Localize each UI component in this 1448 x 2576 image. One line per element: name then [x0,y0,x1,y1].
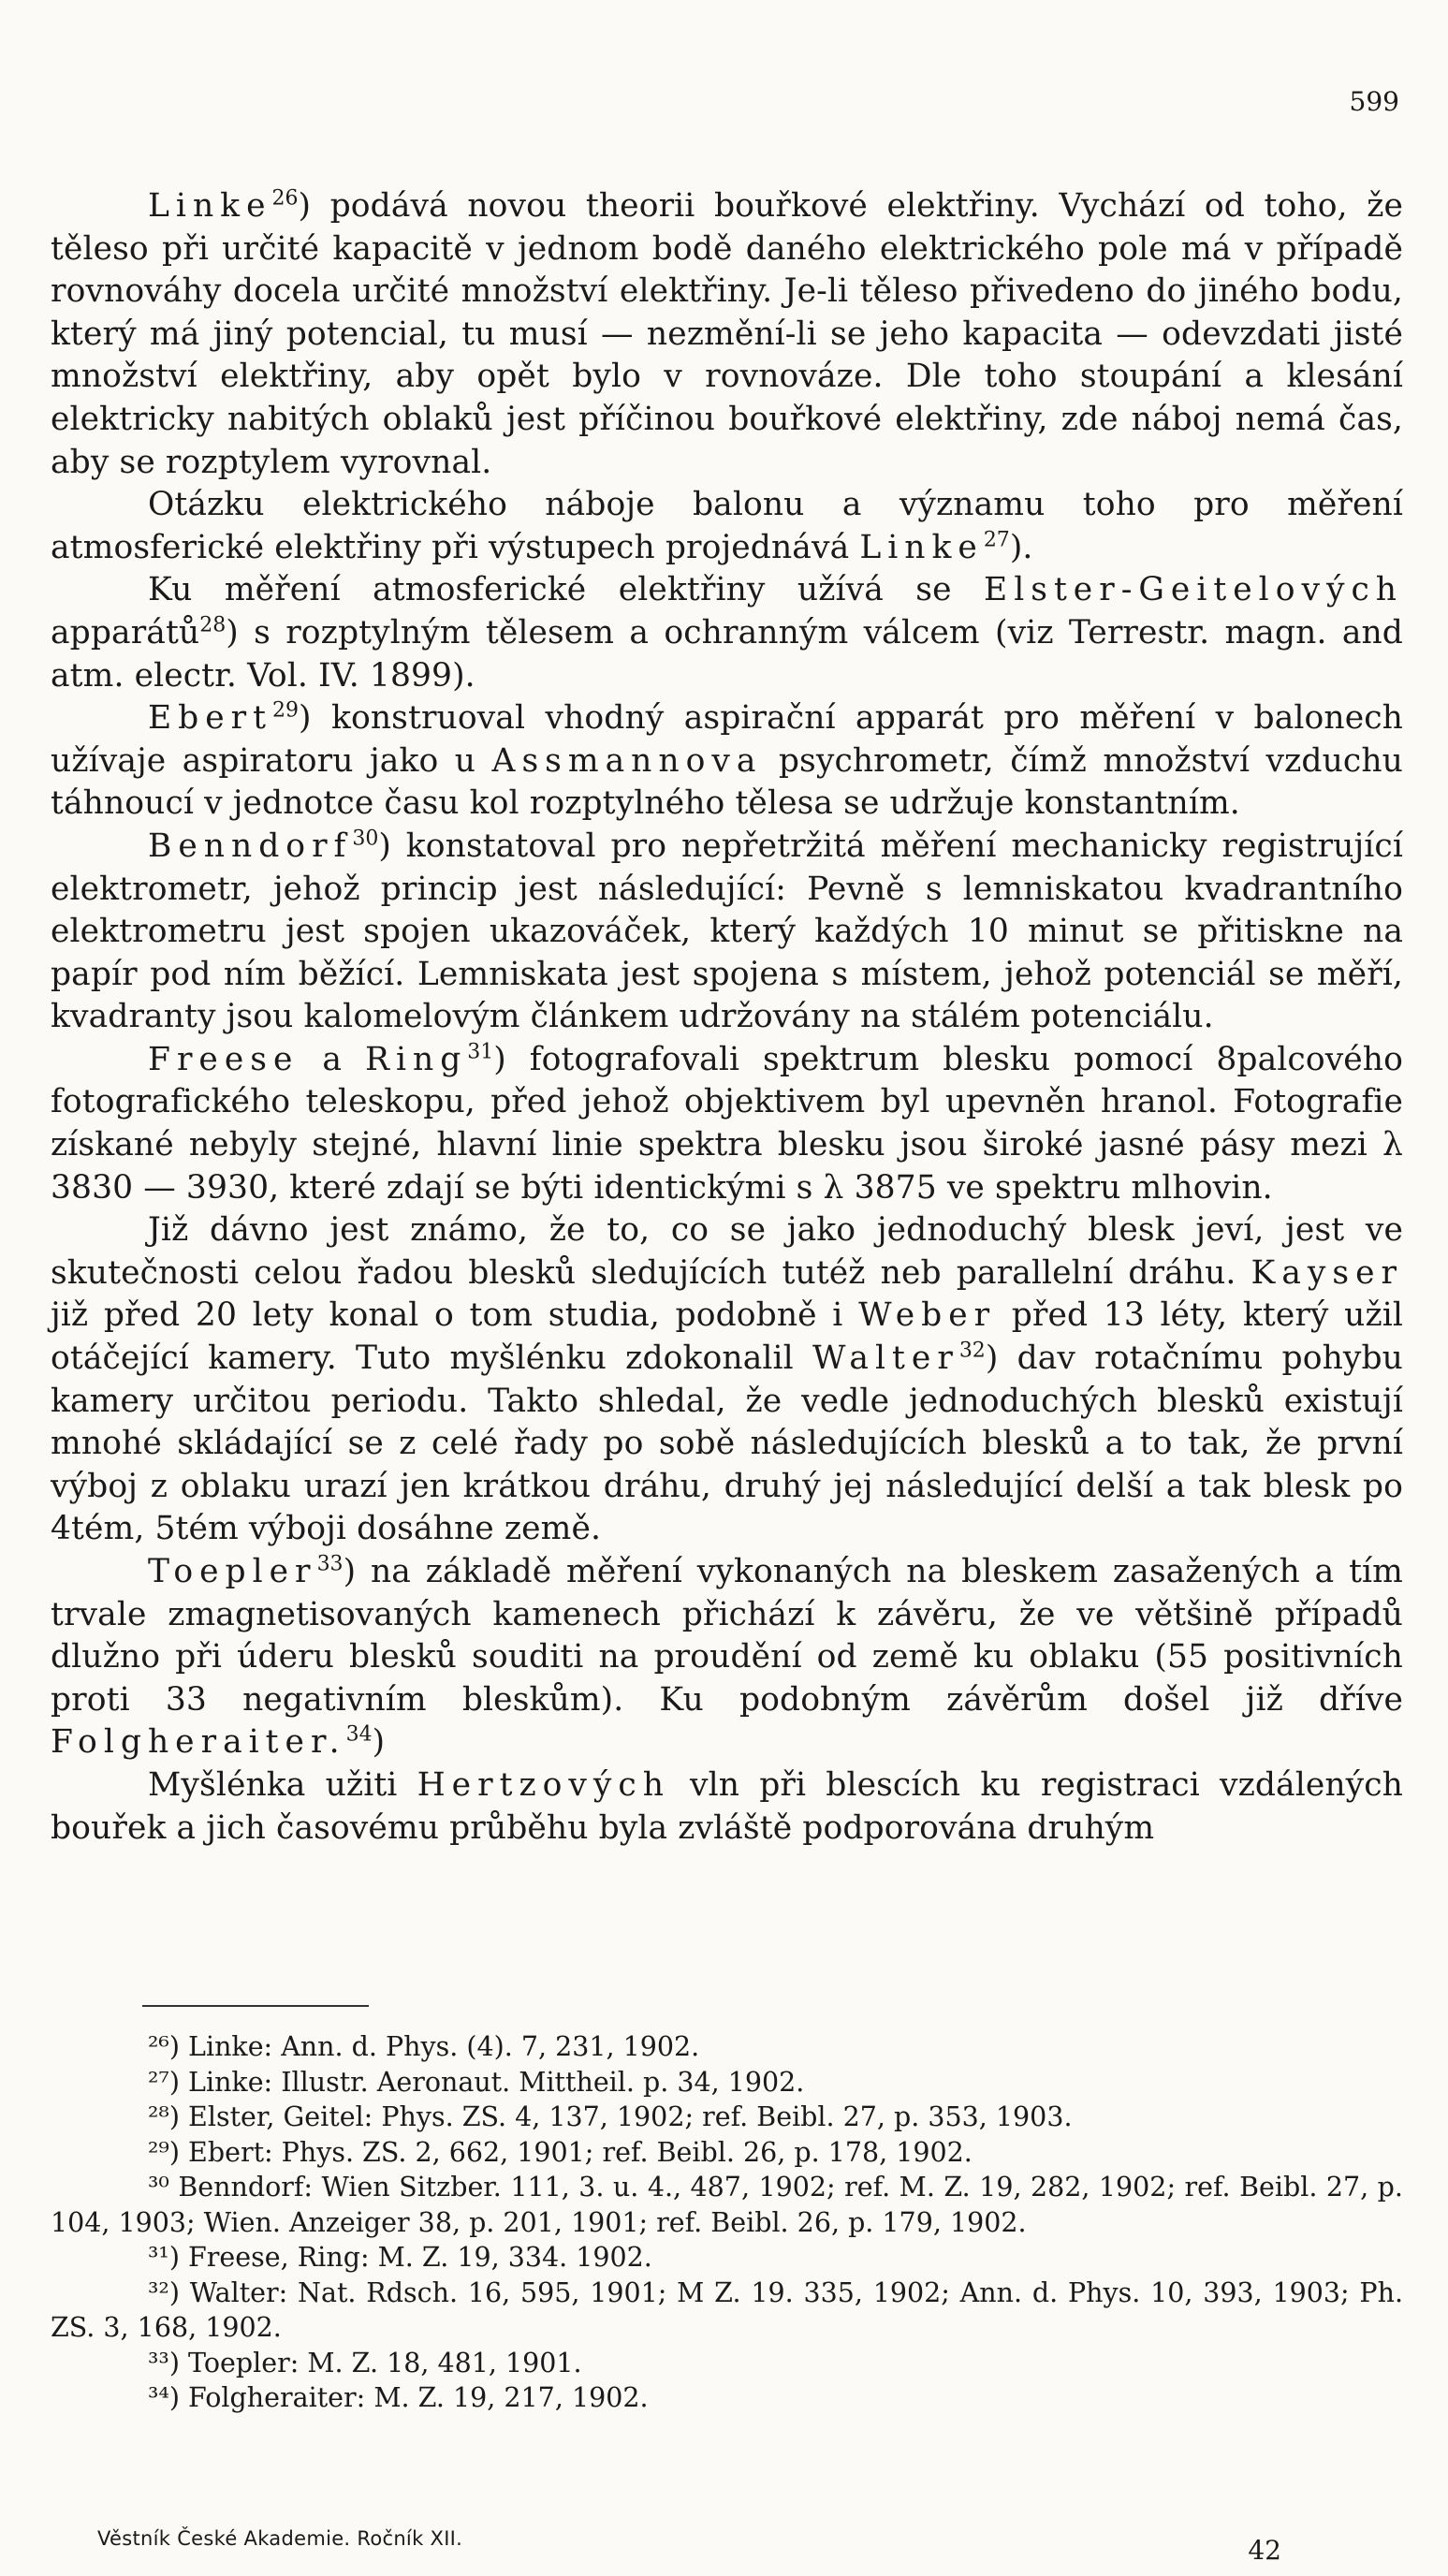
spaced-name: Benndorf [148,827,353,865]
footnote-ref: 27 [983,528,1010,552]
spaced-name: Ebert [148,699,273,738]
paragraph: Již dávno jest známo, že to, co se jako jednoduchý blesk jeví, jest ve skutečnosti celou řadou blesků sledujících tutéž neb parallelní dráhu. Kayser již před 20 lety konal o tom studia, podobně i Weber před 13 léty, který užil otáčející kamery. Tuto myšlénku zdokonalil Walter$^{32}$) dav rotačnímu pohybu kamery určitou periodu. Takto shledal, že vedle jednoduchých blesků existují mnohé skládající se z celé řady po sobě následujících blesků a to tak, že první výboj z oblaku urazí jen krátkou dráhu, druhý jej následující delší a tak blesk po 4tém, 5tém výboji dosáhne země. [51,1211,1403,1548]
spaced-name: Elster-Geitelových [984,571,1403,609]
footnote-ref: 26 [271,186,299,211]
spaced-name: Toepler [148,1553,317,1590]
spaced-name: Hertzových [417,1765,670,1804]
footnote-ref: 29 [272,698,300,723]
footnote-ref: 32 [958,1339,986,1363]
paragraph: Freese a Ring$^{31}$) fotografovali spektrum blesku pomocí 8palcového fotografického teleskopu, před jehož objektivem byl upevněn hranol. Fotografie získané nebyly stejné, hlavní linie spektra blesku jsou široké jasné pásy mezi λ 3830 — 3930, které zdají se býti identickými s λ 3875 ve spektru mlhovin. [51,1040,1403,1207]
footnote-divider [142,2005,369,2007]
footnotes [51,2029,1403,2416]
spaced-name: Folgheraiter. [51,1723,346,1762]
footnote: ³²) Walter: Nat. Rdsch. 16, 595, 1901; M Z. 19. 335, 1902; Ann. d. Phys. 10, 393, 1903; Ph. ZS. 3, 168, 1902. [51,2276,1403,2343]
paragraph: Myšlénka užiti Hertzových vln při blescích ku registraci vzdálených bouřek a jich časovému průběhu byla zvláště podporována druhým [51,1765,1403,1847]
footnote-ref: 34 [345,1722,373,1747]
spaced-name: Weber [858,1296,997,1335]
footnote: ²⁷) Linke: Illustr. Aeronaut. Mittheil. p. 34, 1902. [148,2066,805,2098]
page-number: 599 [1349,86,1399,117]
journal-title: Věstník České Akademie. Ročník XII. [97,2527,463,2550]
footnote: ³¹) Freese, Ring: M. Z. 19, 334. 1902. [148,2242,652,2273]
footnote: ³⁴) Folgheraiter: M. Z. 19, 217, 1902. [148,2382,649,2413]
spaced-name: Ring [364,1040,468,1078]
spaced-name: Linke [859,528,984,566]
footnote: ²⁸) Elster, Geitel: Phys. ZS. 4, 137, 1902; ref. Beibl. 27, p. 353, 1903. [148,2101,1073,2132]
spaced-name: Kayser [1251,1253,1403,1292]
footnote-ref: 31 [467,1040,494,1064]
paragraph: Otázku elektrického náboje balonu a významu toho pro měření atmosferické elektřiny při výstupech projednává Linke$^{27}$). [51,486,1403,566]
sheet-number: 42 [1248,2535,1281,2566]
paragraph: Benndorf$^{30}$) konstatoval pro nepřetržitá měření mechanicky registrující elektrometr, jehož princip jest následující: Pevně s lemniskatou kvadrantního elektrometru jest spojen ukazováček, který každých 10 minut se přitiskne na papír pod ním běžící. Lemniskata jest spojena s místem, jehož potenciál se měří, kvadranty jsou kalomelovým článkem udržovány na stálém potenciálu. [51,827,1403,1036]
body-text [51,185,1403,1850]
footnote: ²⁶) Linke: Ann. d. Phys. (4). 7, 231, 1902. [148,2031,700,2062]
spaced-name: Freese [148,1040,300,1078]
paragraph: Linke$^{26}$) podává novou theorii bouřkové elektřiny. Vychází od toho, že těleso při určité kapacitě v jednom bodě daného elektrického pole má v případě rovnováhy docela určité množství elektřiny. Je-li těleso přivedeno do jiného bodu, který má jiný potencial, tu musí — nezmění-li se jeho kapacita — odevzdati jisté množství elektřiny, aby opět bylo v rovnováze. Dle toho stoupání a klesání elektricky nabitých oblaků jest příčinou bouřkové elektřiny, zde náboj nemá čas, aby se rozptylem vyrovnal. [51,186,1403,481]
paragraph: Ku měření atmosferické elektřiny užívá se Elster-Geitelových apparátů$^{28}$) s rozptylným tělesem a ochranným válcem (viz Terrestr. magn. and atm. electr. Vol. IV. 1899). [51,571,1403,695]
spaced-name: Walter [812,1339,959,1378]
footnote: ²⁹) Ebert: Phys. ZS. 2, 662, 1901; ref. Beibl. 26, p. 178, 1902. [148,2136,973,2168]
footnote-ref: 28 [199,613,227,637]
spaced-name: Assmannova [491,741,763,780]
footnote-ref: 33 [316,1552,344,1576]
footnote-ref: 30 [352,827,379,851]
footnote: ³⁰ Benndorf: Wien Sitzber. 111, 3. u. 4., 487, 1902; ref. M. Z. 19, 282, 1902; ref. Beibl. 27, p. 104, 1903; Wien. Anzeiger 38, p. 201, 1901; ref. Beibl. 26, p. 179, 1902. [51,2172,1403,2238]
spaced-name: Linke [148,187,272,225]
paragraph: Toepler$^{33}$) na základě měření vykonaných na bleskem zasažených a tím trvale zmagnetisovaných kamenech přichází k závěru, že ve většině případů dlužno při úderu blesků souditi na proudění od země ku oblaku (55 positivních proti 33 negativním bleskům). Ku podobným závěrům došel již dříve Folgheraiter.$^{34}$) [51,1552,1403,1762]
paragraph: Ebert$^{29}$) konstruoval vhodný aspirační apparát pro měření v balonech užívaje aspiratoru jako u Assmannova psychrometr, čímž množství vzduchu táhnoucí v jednotce času kol rozptylného tělesa se udržuje konstantním. [51,698,1403,823]
footnote: ³³) Toepler: M. Z. 18, 481, 1901. [148,2347,582,2378]
